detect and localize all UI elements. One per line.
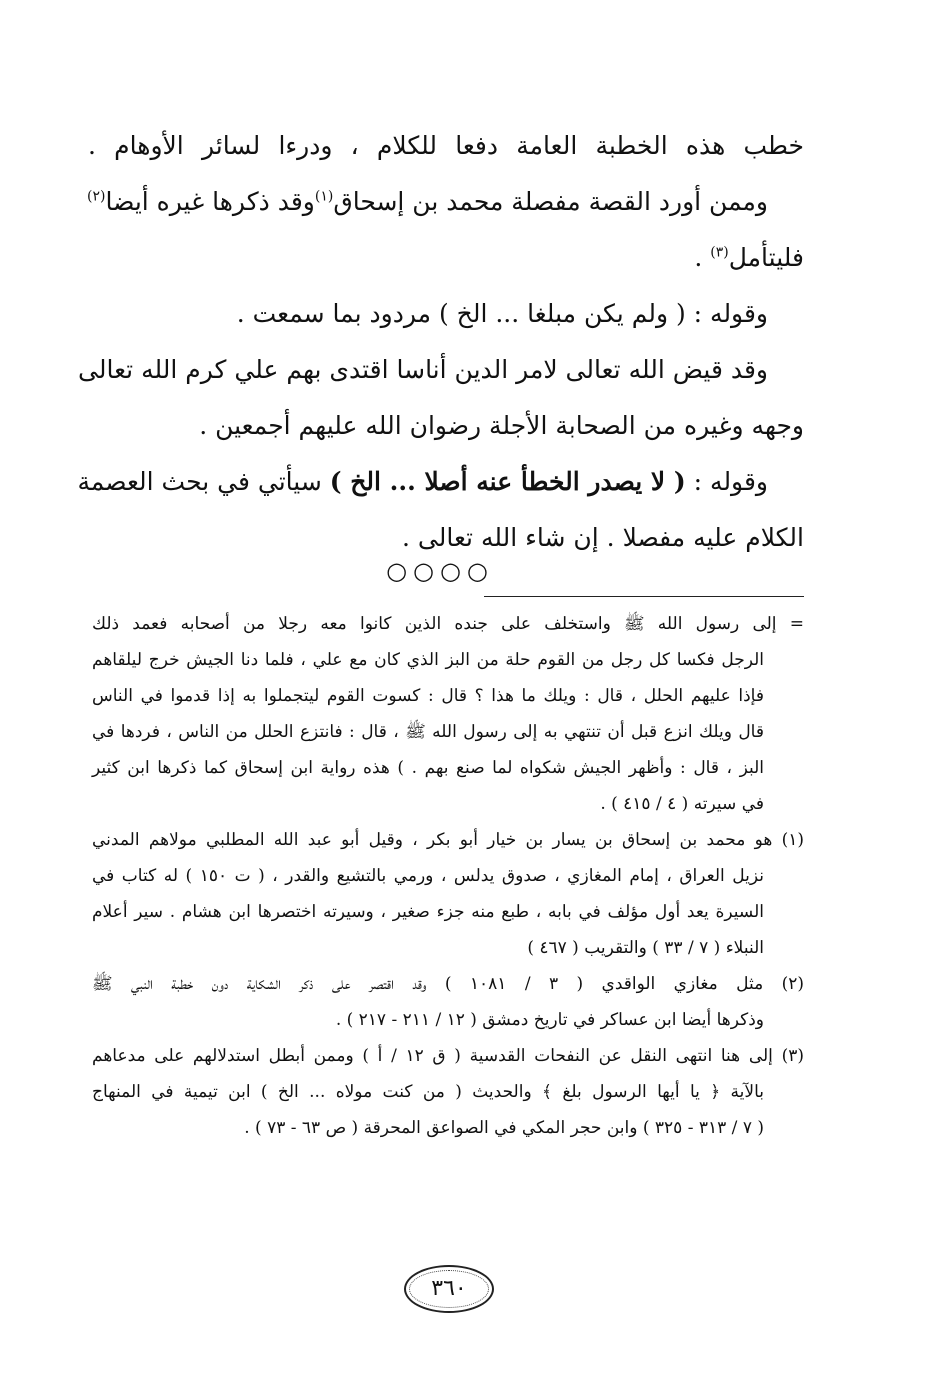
main-line-7-text-b: سيأتي في بحث العصمة [77, 467, 330, 496]
footnotes [92, 606, 804, 1146]
footnote-continued-line-3: فإذا عليهم الحلل ، قال : ويلك ما هذا ؟ قال : كسوت القوم ليتجملوا به إذا قدموا في الناس [92, 686, 764, 706]
footnote-1-line-2: نزيل العراق ، إمام المغازي ، صدوق يدلس ، ورمي بالتشيع والقدر ، ( ت ١٥٠ ) له كتاب في [92, 866, 764, 886]
footnote-ref-3: (٣) [710, 244, 729, 261]
footnote-2-line-2: وذكرها أيضا ابن عساكر في تاريخ دمشق ( ١٢ / ٢١١ - ٢١٧ ) . [335, 1010, 764, 1030]
main-line-4: وقوله : ( ولم يكن مبلغا ... الخ ) مردود بما سمعت . [236, 299, 768, 328]
footnote-continued-line-5: البز ، قال : وأظهر الجيش شكواه لما صنع بهم . ) هذه رواية ابن إسحاق كما ذكرها ابن كثير [92, 758, 764, 778]
main-line-3-text-a: فليتأمل [728, 243, 804, 272]
main-line-6: وجهه وغيره من الصحابة الأجلة رضوان الله عليهم أجمعين . [199, 411, 804, 440]
page-number: ٣٦٠ [431, 1276, 467, 1301]
main-line-7-text-a: وقوله : [685, 467, 768, 496]
main-line-2-text-b: وقد ذكرها غيره أيضا [105, 187, 315, 216]
main-line-3-text-b: . [694, 243, 711, 272]
page-number-badge [404, 1265, 494, 1313]
footnote-ref-1: (١) [314, 188, 334, 205]
footnote-1-line-4: النبلاء ( ٧ / ٣٣ ) والتقريب ( ٤٦٧ ) [527, 938, 764, 958]
footnote-divider [484, 596, 804, 597]
footnote-continued-line-6: في سيرته ( ٤ / ٤١٥ ) . [600, 794, 764, 814]
main-line-7 [77, 454, 804, 510]
main-line-5: وقد قيض الله تعالى لامر الدين أناسا اقتدى بهم علي كرم الله تعالى [78, 355, 768, 384]
footnote-3-line-3: ( ٧ / ٣١٣ - ٣٢٥ ) وابن حجر المكي في الصواعق المحرقة ( ص ٦٣ - ٧٣ ) . [244, 1118, 764, 1138]
main-line-7-quote: ( لا يصدر الخطأ عنه أصلا ... الخ ) [329, 467, 686, 496]
footnote-3-line-2: بالآية ﴿ يا أيها الرسول بلغ ﴾ والحديث ( من كنت مولاه ... الخ ) ابن تيمية في المنهاج [92, 1082, 764, 1102]
footnote-continued-line-4: قال ويلك انزع قبل أن تنتهي به إلى رسول الله ﷺ ، قال : فانتزع الحلل من الناس ، فردها في [92, 722, 764, 742]
footnote-continued-line-2: الرجل فكسا كل رجل من القوم حلة من البز الذي كان مع علي ، فلما دنا الجيش خرج ليلقاهم [92, 650, 764, 670]
footnote-2-line-1: (٢) مثل مغازي الواقدي ( ٣ / ١٠٨١ ) وقد اقتصر على ذكر الشكاية دون خطبة النبي ﷺ [92, 974, 804, 994]
main-line-8: الكلام عليه مفصلا . إن شاء الله تعالى . [402, 523, 804, 552]
footnote-3-line-1: (٣) إلى هنا انتهى النقل عن النفحات القدسية ( ق ١٢ / أ ) وممن أبطل استدلالهم على مدعاهم [92, 1046, 804, 1066]
main-text [77, 118, 804, 566]
section-separator-ornament: ○○○○ [386, 557, 494, 585]
main-line-1: خطب هذه الخطبة العامة دفعا للكلام ، ودرءا لسائر الأوهام . [88, 131, 804, 160]
footnote-1-line-3: السيرة يعد أول مؤلف في بابه ، طبع منه جزء صغير ، وسيرته اختصرها ابن هشام . سير أعلام [92, 902, 764, 922]
footnote-ref-2: (٢) [87, 188, 106, 205]
main-line-3 [88, 230, 804, 286]
footnote-continued-line-1: = إلى رسول الله ﷺ واستخلف على جنده الذين كانوا معه رجلا من أصحابه فعمد ذلك [92, 614, 804, 634]
main-line-2 [88, 174, 804, 230]
main-line-2-text-a: وممن أورد القصة مفصلة محمد بن إسحاق [333, 187, 768, 216]
footnote-1-line-1: (١) هو محمد بن إسحاق بن يسار بن خيار أبو بكر ، وقيل أبو عبد الله المطلبي مولاهم المدني [92, 830, 804, 850]
